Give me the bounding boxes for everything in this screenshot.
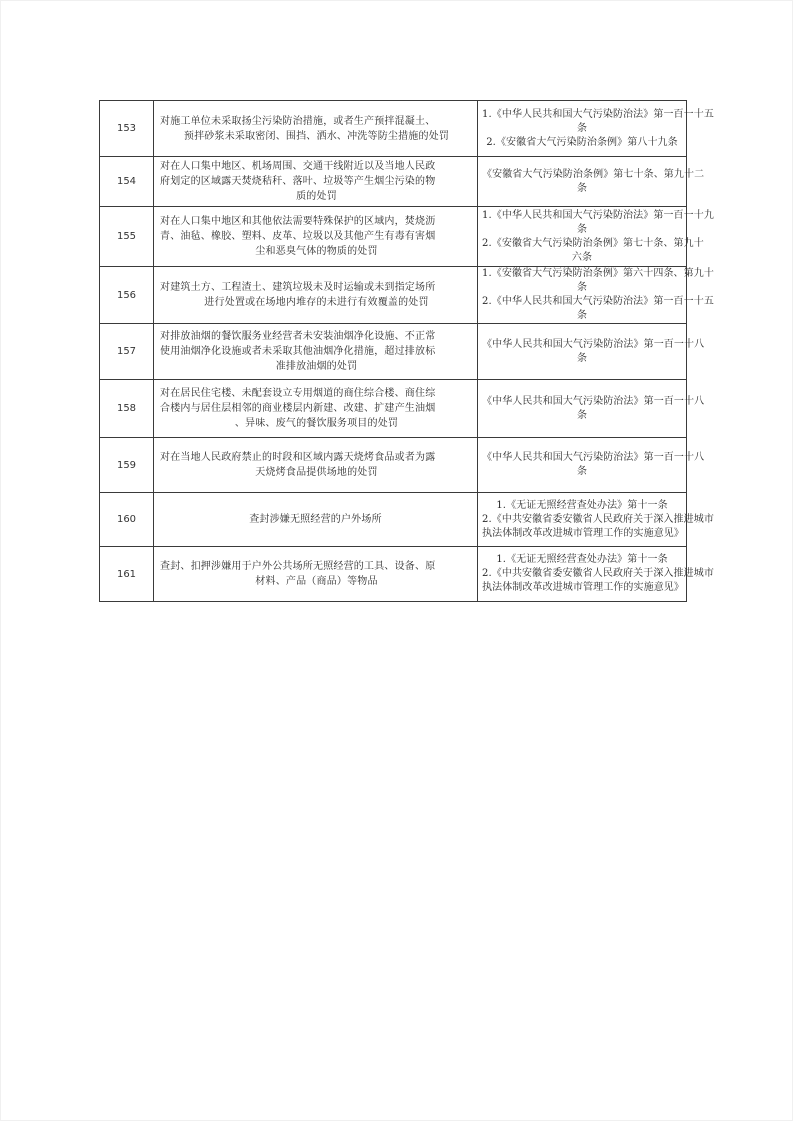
penalty-item-line: 对在当地人民政府禁止的时段和区域内露天烧烤食品或者为露	[160, 452, 436, 463]
penalty-item-text	[158, 329, 473, 374]
penalty-item-cell	[154, 438, 478, 493]
legal-basis-line: 条	[576, 466, 588, 477]
penalty-item-line: 准排放油烟的处罚	[275, 361, 358, 372]
legal-basis-line: 1.《中华人民共和国大气污染防治法》第一百一十九	[482, 209, 714, 221]
table-row	[100, 438, 687, 493]
row-number: 158	[100, 380, 154, 438]
penalty-item-cell	[154, 493, 478, 547]
legal-basis-line: 《中华人民共和国大气污染防治法》第一百一十八	[482, 452, 705, 463]
legal-basis-line: 六条	[571, 251, 593, 263]
legal-basis-cell	[478, 157, 705, 207]
penalty-item-text	[158, 386, 473, 431]
legal-basis-cell	[478, 207, 714, 267]
penalty-item-line: 对在人口集中地区和其他依法需要特殊保护的区域内，焚烧沥	[160, 216, 436, 227]
penalty-items-table	[99, 100, 714, 602]
legal-basis-line: 条	[576, 223, 588, 235]
table-row	[100, 101, 687, 157]
penalty-item-text	[158, 214, 473, 259]
table-row	[100, 493, 687, 547]
penalty-item-line: 对施工单位未采取扬尘污染防治措施，或者生产预拌混凝土、	[160, 115, 436, 127]
legal-basis-line: 2.《中共安徽省委安徽省人民政府关于深入推进城市	[482, 568, 714, 579]
legal-basis-line: 条	[576, 122, 588, 134]
row-number: 161	[100, 547, 154, 602]
legal-basis-line: 《安徽省大气污染防治条例》第七十条、第九十二	[482, 168, 705, 180]
penalty-item-line: 质的处罚	[296, 191, 337, 202]
row-number: 155	[100, 207, 154, 267]
legal-basis-line: 1.《无证无照经营查处办法》第十一条	[496, 554, 668, 565]
row-number: 157	[100, 324, 154, 380]
penalty-item-line: 对建筑土方、工程渣土、建筑垃圾未及时运输或未到指定场所	[160, 282, 436, 293]
legal-basis-line: 条	[576, 409, 588, 421]
penalty-item-line: 、异味、废气的餐饮服务项目的处罚	[234, 418, 399, 429]
legal-basis-line: 1.《安徽省大气污染防治条例》第六十四条、第九十	[482, 268, 714, 279]
row-number: 156	[100, 267, 154, 324]
penalty-item-cell	[154, 207, 478, 267]
table-body	[100, 101, 714, 602]
penalty-item-line: 查封、扣押涉嫌用于户外公共场所无照经营的工具、设备、原	[160, 561, 436, 572]
legal-basis-line: 执法体制改革改进城市管理工作的实施意见》	[482, 582, 684, 593]
penalty-item-line: 预拌砂浆未采取密闭、围挡、洒水、冲洗等防尘措施的处罚	[183, 130, 450, 142]
penalty-item-line: 材料、产品（商品）等物品	[255, 576, 378, 587]
legal-basis-cell	[478, 547, 714, 602]
penalty-item-line: 尘和恶臭气体的物质的处罚	[255, 246, 378, 257]
penalty-item-line: 使用油烟净化设施或者未采取其他油烟净化措施，超过排放标	[160, 346, 436, 357]
penalty-item-cell	[154, 380, 478, 438]
legal-basis-line: 2.《安徽省大气污染防治条例》第八十九条	[486, 136, 678, 148]
penalty-item-text	[158, 512, 473, 527]
penalty-item-cell	[154, 157, 478, 207]
legal-basis-cell	[478, 267, 714, 324]
legal-basis-cell	[478, 324, 705, 380]
penalty-item-text	[158, 280, 473, 310]
row-number: 153	[100, 101, 154, 157]
penalty-item-text	[158, 114, 473, 144]
legal-basis-line: 《中华人民共和国大气污染防治法》第一百一十八	[482, 338, 705, 350]
legal-basis-cell	[478, 438, 705, 493]
penalty-item-line: 青、油毡、橡胶、塑料、皮革、垃圾以及其他产生有毒有害烟	[160, 231, 436, 242]
legal-basis-line: 执法体制改革改进城市管理工作的实施意见》	[482, 527, 684, 539]
penalty-item-line: 合楼内与居住层相邻的商业楼层内新建、改建、扩建产生油烟	[160, 403, 436, 414]
table-row	[100, 547, 687, 602]
legal-basis-cell	[478, 101, 714, 157]
legal-basis-line: 1.《中华人民共和国大气污染防治法》第一百一十五	[482, 108, 714, 120]
penalty-item-line: 对在居民住宅楼、未配套设立专用烟道的商住综合楼、商住综	[160, 388, 436, 399]
legal-basis-line: 条	[576, 282, 588, 293]
table-row	[100, 380, 687, 438]
table-row	[100, 207, 687, 267]
penalty-item-line: 府划定的区域露天焚烧秸秆、落叶、垃圾等产生烟尘污染的物	[160, 176, 436, 187]
penalty-item-cell	[154, 324, 478, 380]
penalty-item-text	[158, 159, 473, 204]
row-number: 159	[100, 438, 154, 493]
row-number: 160	[100, 493, 154, 547]
penalty-item-line: 天烧烤食品提供场地的处罚	[255, 467, 378, 478]
penalty-item-line: 对排放油烟的餐饮服务业经营者未安装油烟净化设施、不正常	[160, 331, 436, 342]
penalty-item-text	[158, 450, 473, 480]
legal-basis-cell	[478, 493, 714, 547]
legal-basis-cell	[478, 380, 705, 438]
penalty-item-cell	[154, 267, 478, 324]
penalty-item-cell	[154, 101, 478, 157]
legal-basis-line: 2.《安徽省大气污染防治条例》第七十条、第九十	[482, 237, 704, 249]
penalty-item-line: 对在人口集中地区、机场周围、交通干线附近以及当地人民政	[160, 161, 436, 172]
legal-basis-line: 《中华人民共和国大气污染防治法》第一百一十八	[482, 395, 705, 407]
penalty-item-text	[158, 559, 473, 589]
table-row	[100, 324, 687, 380]
legal-basis-line: 条	[576, 182, 588, 194]
row-number: 154	[100, 157, 154, 207]
legal-basis-line: 2.《中华人民共和国大气污染防治法》第一百一十五	[482, 296, 714, 307]
legal-basis-line: 2.《中共安徽省委安徽省人民政府关于深入推进城市	[482, 513, 714, 525]
penalty-item-line: 进行处置或在场地内堆存的未进行有效覆盖的处罚	[204, 297, 429, 308]
legal-basis-line: 条	[576, 352, 588, 364]
legal-basis-line: 条	[576, 310, 588, 321]
legal-basis-line: 1.《无证无照经营查处办法》第十一条	[496, 499, 668, 511]
table-row	[100, 157, 687, 207]
penalty-item-cell	[154, 547, 478, 602]
penalty-item-line: 查封涉嫌无照经营的户外场所	[249, 514, 382, 525]
table-row	[100, 267, 687, 324]
